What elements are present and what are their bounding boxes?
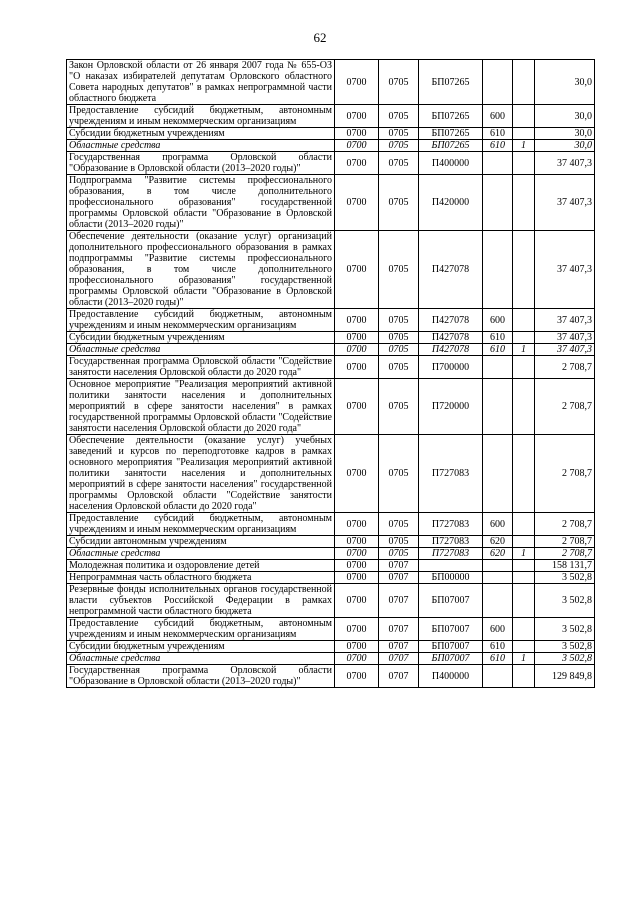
funding-source-code-cell: [513, 128, 535, 140]
item-name-cell: Закон Орловской области от 26 января 2007 года № 655-ОЗ "О наказах избирателей депутатам Орловского областного Совета народных депутатов" в рамках непрограммной части областного бюджета: [67, 60, 335, 105]
table-row: [67, 175, 595, 231]
item-name-cell: Государственная программа Орловской области "Образование в Орловской области (2013–2020 годы)": [67, 152, 335, 175]
item-name-cell: Непрограммная часть областного бюджета: [67, 572, 335, 584]
item-name-cell: Предоставление субсидий бюджетным, автономным учреждениям и иным некоммерческим организациям: [67, 105, 335, 128]
funding-source-code-cell: [513, 152, 535, 175]
table-row: [67, 60, 595, 105]
item-name-cell: Резервные фонды исполнительных органов государственной власти субъектов Российской Федерации в рамках непрограммной части областного бюджета: [67, 584, 335, 618]
subsection-code-cell: 0707: [379, 641, 419, 653]
section-code-cell: 0700: [335, 231, 379, 309]
target-article-code-cell: БП07007: [419, 618, 483, 641]
table-row: [67, 536, 595, 548]
funding-source-code-cell: 1: [513, 653, 535, 665]
subsection-code-cell: 0705: [379, 379, 419, 435]
funding-source-code-cell: 1: [513, 548, 535, 560]
funding-source-code-cell: [513, 665, 535, 688]
expense-type-code-cell: [483, 665, 513, 688]
subsection-code-cell: 0705: [379, 344, 419, 356]
section-code-cell: 0700: [335, 140, 379, 152]
funding-source-code-cell: [513, 435, 535, 513]
amount-cell: 37 407,3: [535, 231, 595, 309]
item-name-cell: Областные средства: [67, 140, 335, 152]
funding-source-code-cell: [513, 584, 535, 618]
target-article-code-cell: БП00000: [419, 572, 483, 584]
table-row: [67, 513, 595, 536]
target-article-code-cell: П400000: [419, 665, 483, 688]
amount-cell: 37 407,3: [535, 309, 595, 332]
funding-source-code-cell: [513, 356, 535, 379]
section-code-cell: 0700: [335, 379, 379, 435]
table-row: [67, 641, 595, 653]
item-name-cell: Субсидии бюджетным учреждениям: [67, 332, 335, 344]
target-article-code-cell: БП07007: [419, 653, 483, 665]
expense-type-code-cell: [483, 560, 513, 572]
section-code-cell: 0700: [335, 513, 379, 536]
target-article-code-cell: БП07007: [419, 641, 483, 653]
target-article-code-cell: БП07265: [419, 128, 483, 140]
table-row: [67, 231, 595, 309]
subsection-code-cell: 0707: [379, 653, 419, 665]
subsection-code-cell: 0705: [379, 435, 419, 513]
expense-type-code-cell: 600: [483, 105, 513, 128]
table-row: [67, 152, 595, 175]
section-code-cell: 0700: [335, 584, 379, 618]
item-name-cell: Областные средства: [67, 548, 335, 560]
subsection-code-cell: 0705: [379, 536, 419, 548]
amount-cell: 129 849,8: [535, 665, 595, 688]
section-code-cell: 0700: [335, 332, 379, 344]
table-row: [67, 379, 595, 435]
amount-cell: 3 502,8: [535, 584, 595, 618]
table-row: [67, 584, 595, 618]
section-code-cell: 0700: [335, 128, 379, 140]
table-body: [67, 60, 595, 688]
amount-cell: 158 131,7: [535, 560, 595, 572]
target-article-code-cell: П720000: [419, 379, 483, 435]
section-code-cell: 0700: [335, 572, 379, 584]
target-article-code-cell: П727083: [419, 536, 483, 548]
expense-type-code-cell: [483, 60, 513, 105]
table-row: [67, 548, 595, 560]
funding-source-code-cell: [513, 560, 535, 572]
funding-source-code-cell: [513, 641, 535, 653]
subsection-code-cell: 0705: [379, 548, 419, 560]
subsection-code-cell: 0707: [379, 572, 419, 584]
amount-cell: 37 407,3: [535, 344, 595, 356]
target-article-code-cell: П427078: [419, 344, 483, 356]
subsection-code-cell: 0705: [379, 513, 419, 536]
item-name-cell: Государственная программа Орловской области "Содействие занятости населения Орловской области до 2020 года": [67, 356, 335, 379]
expense-type-code-cell: 600: [483, 618, 513, 641]
expense-type-code-cell: 600: [483, 309, 513, 332]
target-article-code-cell: [419, 560, 483, 572]
section-code-cell: 0700: [335, 105, 379, 128]
expense-type-code-cell: [483, 572, 513, 584]
target-article-code-cell: П727083: [419, 513, 483, 536]
section-code-cell: 0700: [335, 356, 379, 379]
table-row: [67, 572, 595, 584]
table-row: [67, 618, 595, 641]
table-row: [67, 665, 595, 688]
expense-type-code-cell: 610: [483, 128, 513, 140]
amount-cell: 37 407,3: [535, 152, 595, 175]
table-row: [67, 356, 595, 379]
subsection-code-cell: 0705: [379, 140, 419, 152]
funding-source-code-cell: [513, 618, 535, 641]
subsection-code-cell: 0705: [379, 231, 419, 309]
item-name-cell: Субсидии бюджетным учреждениям: [67, 128, 335, 140]
expense-type-code-cell: [483, 356, 513, 379]
target-article-code-cell: БП07265: [419, 140, 483, 152]
expense-type-code-cell: 620: [483, 536, 513, 548]
amount-cell: 30,0: [535, 128, 595, 140]
subsection-code-cell: 0705: [379, 309, 419, 332]
item-name-cell: Областные средства: [67, 653, 335, 665]
funding-source-code-cell: [513, 379, 535, 435]
expense-type-code-cell: 610: [483, 653, 513, 665]
expense-type-code-cell: 610: [483, 140, 513, 152]
item-name-cell: Молодежная политика и оздоровление детей: [67, 560, 335, 572]
item-name-cell: Подпрограмма "Развитие системы профессионального образования, в том числе дополнительного профессионального образования" государственной программы Орловской области "Образование в Орловской области (2013–2020 годы)": [67, 175, 335, 231]
item-name-cell: Субсидии бюджетным учреждениям: [67, 641, 335, 653]
table-row: [67, 435, 595, 513]
page-number: 62: [313, 30, 327, 45]
subsection-code-cell: 0705: [379, 105, 419, 128]
table-row: [67, 653, 595, 665]
section-code-cell: 0700: [335, 618, 379, 641]
amount-cell: 37 407,3: [535, 332, 595, 344]
expense-type-code-cell: 610: [483, 332, 513, 344]
amount-cell: 3 502,8: [535, 653, 595, 665]
subsection-code-cell: 0705: [379, 152, 419, 175]
expense-type-code-cell: [483, 152, 513, 175]
table-row: [67, 332, 595, 344]
subsection-code-cell: 0707: [379, 560, 419, 572]
amount-cell: 2 708,7: [535, 435, 595, 513]
table-row: [67, 140, 595, 152]
funding-source-code-cell: [513, 513, 535, 536]
table-row: [67, 560, 595, 572]
amount-cell: 3 502,8: [535, 641, 595, 653]
item-name-cell: Основное мероприятие "Реализация мероприятий активной политики занятости населения и дополнительных мероприятий в сфере занятости населения" в рамках государственной программы Орловской области "Содействие занятости населения Орловской области до 2020 года": [67, 379, 335, 435]
funding-source-code-cell: [513, 105, 535, 128]
target-article-code-cell: П727083: [419, 435, 483, 513]
subsection-code-cell: 0707: [379, 618, 419, 641]
item-name-cell: Предоставление субсидий бюджетным, автономным учреждениям и иным некоммерческим организациям: [67, 618, 335, 641]
target-article-code-cell: П700000: [419, 356, 483, 379]
amount-cell: 2 708,7: [535, 379, 595, 435]
expense-type-code-cell: 600: [483, 513, 513, 536]
amount-cell: 30,0: [535, 105, 595, 128]
target-article-code-cell: БП07007: [419, 584, 483, 618]
expense-type-code-cell: [483, 435, 513, 513]
target-article-code-cell: П427078: [419, 231, 483, 309]
section-code-cell: 0700: [335, 152, 379, 175]
funding-source-code-cell: [513, 309, 535, 332]
funding-source-code-cell: [513, 175, 535, 231]
item-name-cell: Субсидии автономным учреждениям: [67, 536, 335, 548]
funding-source-code-cell: 1: [513, 344, 535, 356]
target-article-code-cell: П400000: [419, 152, 483, 175]
section-code-cell: 0700: [335, 60, 379, 105]
budget-table: [66, 59, 595, 688]
section-code-cell: 0700: [335, 344, 379, 356]
subsection-code-cell: 0705: [379, 356, 419, 379]
expense-type-code-cell: [483, 175, 513, 231]
target-article-code-cell: П427078: [419, 309, 483, 332]
table-row: [67, 128, 595, 140]
section-code-cell: 0700: [335, 309, 379, 332]
subsection-code-cell: 0705: [379, 175, 419, 231]
table-row: [67, 309, 595, 332]
funding-source-code-cell: [513, 572, 535, 584]
amount-cell: 2 708,7: [535, 548, 595, 560]
section-code-cell: 0700: [335, 536, 379, 548]
item-name-cell: Предоставление субсидий бюджетным, автономным учреждениям и иным некоммерческим организациям: [67, 309, 335, 332]
target-article-code-cell: П420000: [419, 175, 483, 231]
item-name-cell: Обеспечение деятельности (оказание услуг) учебных заведений и курсов по переподготовке кадров в рамках основного мероприятия "Реализация мероприятий активной политики занятости населения и дополнительных мероприятий в сфере занятости населения" государственной программы Орловской области "Содействие занятости населения Орловской области до 2020 года": [67, 435, 335, 513]
amount-cell: 37 407,3: [535, 175, 595, 231]
subsection-code-cell: 0707: [379, 665, 419, 688]
target-article-code-cell: БП07265: [419, 60, 483, 105]
funding-source-code-cell: [513, 60, 535, 105]
amount-cell: 3 502,8: [535, 572, 595, 584]
table-row: [67, 105, 595, 128]
section-code-cell: 0700: [335, 641, 379, 653]
target-article-code-cell: П727083: [419, 548, 483, 560]
expense-type-code-cell: 610: [483, 344, 513, 356]
table-row: [67, 344, 595, 356]
expense-type-code-cell: [483, 584, 513, 618]
item-name-cell: Обеспечение деятельности (оказание услуг) организаций дополнительного профессионального образования в рамках подпрограммы "Развитие системы профессионального образования, в том числе дополнительного профессионального образования" государственной программы Орловской области "Образование в Орловской области (2013–2020 годы)": [67, 231, 335, 309]
amount-cell: 30,0: [535, 60, 595, 105]
amount-cell: 2 708,7: [535, 513, 595, 536]
funding-source-code-cell: [513, 536, 535, 548]
subsection-code-cell: 0705: [379, 128, 419, 140]
section-code-cell: 0700: [335, 560, 379, 572]
funding-source-code-cell: 1: [513, 140, 535, 152]
amount-cell: 2 708,7: [535, 356, 595, 379]
expense-type-code-cell: [483, 231, 513, 309]
amount-cell: 2 708,7: [535, 536, 595, 548]
section-code-cell: 0700: [335, 435, 379, 513]
funding-source-code-cell: [513, 332, 535, 344]
item-name-cell: Областные средства: [67, 344, 335, 356]
expense-type-code-cell: [483, 379, 513, 435]
section-code-cell: 0700: [335, 665, 379, 688]
section-code-cell: 0700: [335, 653, 379, 665]
section-code-cell: 0700: [335, 548, 379, 560]
subsection-code-cell: 0705: [379, 60, 419, 105]
target-article-code-cell: П427078: [419, 332, 483, 344]
expense-type-code-cell: 610: [483, 641, 513, 653]
expense-type-code-cell: 620: [483, 548, 513, 560]
amount-cell: 3 502,8: [535, 618, 595, 641]
subsection-code-cell: 0707: [379, 584, 419, 618]
section-code-cell: 0700: [335, 175, 379, 231]
subsection-code-cell: 0705: [379, 332, 419, 344]
funding-source-code-cell: [513, 231, 535, 309]
item-name-cell: Предоставление субсидий бюджетным, автономным учреждениям и иным некоммерческим организациям: [67, 513, 335, 536]
amount-cell: 30,0: [535, 140, 595, 152]
target-article-code-cell: БП07265: [419, 105, 483, 128]
item-name-cell: Государственная программа Орловской области "Образование в Орловской области (2013–2020 годы)": [67, 665, 335, 688]
